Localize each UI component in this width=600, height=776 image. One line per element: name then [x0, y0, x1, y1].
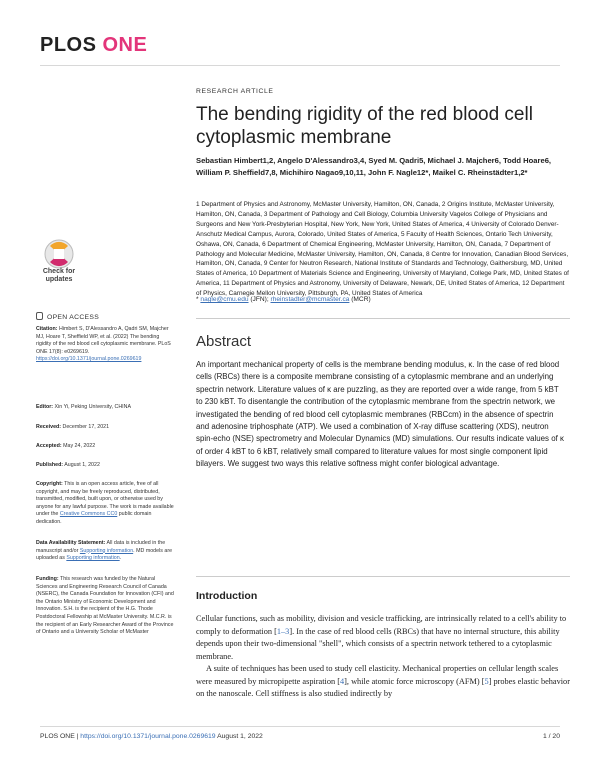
logo-one: ONE	[102, 34, 148, 56]
badge-line-2: updates	[45, 276, 73, 283]
accepted-label: Accepted:	[36, 443, 62, 449]
abstract-text: An important mechanical property of cells is the membrane bending modulus, κ. In the case of red blood cells (RBCs) there is a composite membrane consisting of a cytoplasmic membrane and an underlying spectrin network. Literature values of κ are puzzling, as they are reported over a wide range, from 5 kBT to 230 kBT. To disentangle the contribution of the cytoplasmic membrane from the spectrin network, we investigated the bending of red blood cell cytoplasmic membranes (RBCcm) in the absence of spectrin and adenosine triphosphate (ATP). We used a combination of X-ray diffuse scattering (XDS), neutron spin-echo (NSE) spectrometry and Molecular Dynamics (MD) simulations. Our results indicate values of κ of order 4 kBT to 6 kBT, relatively small compared to literature values for most single component lipid bilayers. We suggest two ways this relative softness might confer biological advantage.	[196, 360, 564, 469]
check-for-updates-label[interactable]	[36, 268, 82, 284]
footer-date: August 1, 2022	[215, 733, 263, 740]
cc0-link[interactable]: Creative Commons CC0	[59, 511, 118, 518]
copyright-block	[36, 481, 176, 527]
editor-label: Editor:	[36, 404, 54, 410]
reference-link[interactable]: 5	[484, 676, 489, 686]
divider	[196, 318, 570, 319]
open-access-label	[36, 312, 99, 321]
received-label: Received:	[36, 424, 62, 430]
citation-block	[36, 326, 176, 364]
email-link-nagle[interactable]: nagle@cmu.edu	[200, 296, 249, 303]
copyright-label: Copyright:	[36, 481, 63, 487]
corresponding-authors	[196, 296, 570, 303]
corr-mid: (JFN);	[248, 296, 271, 303]
published-label: Published:	[36, 462, 64, 468]
citation-doi-link[interactable]: https://doi.org/10.1371/journal.pone.0269619	[36, 356, 142, 363]
open-access-text: OPEN ACCESS	[47, 314, 100, 321]
accepted-block	[36, 443, 176, 451]
abstract-heading: Abstract	[196, 333, 252, 350]
intro-p2-text-2: ], while atomic force microscopy (AFM) [	[344, 676, 485, 686]
corr-star: *	[196, 296, 201, 303]
check-for-updates-icon[interactable]	[36, 236, 82, 294]
intro-paragraph-2	[196, 663, 570, 701]
received-text: December 17, 2021	[61, 424, 110, 430]
editor-text: Xin Yi, Peking University, CHINA	[53, 404, 131, 410]
data-availability-text-2: . MD models are uploaded as	[36, 547, 173, 562]
introduction-body	[196, 613, 570, 701]
funding-label: Funding:	[36, 576, 59, 582]
published-block	[36, 462, 176, 470]
editor-block	[36, 404, 176, 412]
supporting-info-link-2[interactable]: Supporting information	[66, 555, 120, 562]
introduction-heading: Introduction	[196, 590, 258, 602]
header-divider	[40, 65, 560, 66]
footer-divider	[40, 726, 560, 727]
published-text: August 1, 2022	[63, 462, 100, 468]
intro-p1-text-2: ]. In the case of red blood cells (RBCs) that have no internal structure, this ability depends upon their two-dimensional "shell", which consists of a spectrin network tethered to a cytoplasmic membrane.	[196, 626, 560, 661]
affiliations: 1 Department of Physics and Astronomy, McMaster University, Hamilton, ON, Canada, 2 Origins Institute, McMaster University, Hamilton, ON, Canada, 3 Department of Pathology and Cell Biology, Columbia University Vagelos College of Physicians and Surgeons and New York-Presbyterian Hospital, New York, New York, United States of America, 4 University of Colorado Denver-Anschutz Medical Campus, Aurora, Colorado, United States of America, 5 Faculty of Health Sciences, Ontario Tech University, Oshawa, ON, Canada, 6 Department of Chemical Engineering, McMaster University, Hamilton, ON, Canada, 7 Department of Pathology and Molecular Medicine, McMaster University, Hamilton, ON, Canada, 8 Centre for Innovation, Canadian Blood Services, Hamilton, ON, Canada, 9 Center for Neutron Research, National Institute of Standards and Technology, Gaithersburg, MD, United States of America, 10 Department of Materials Science and Engineering, University of Maryland, College Park, MD, United States of America, 11 Department of Physics and Astronomy, University of Delaware, Newark, DE, United States of America, 12 Department of Physics, Carnegie Mellon University, Pittsburgh, PA, United States of America	[196, 201, 569, 298]
intro-p2-text-3: ] probes elastic behavior on the nanoscale. Cell stiffness is also studied indirectly by	[196, 676, 570, 698]
accepted-text: May 24, 2022	[61, 443, 96, 449]
badge-line-1: Check for	[42, 268, 76, 275]
data-availability-label: Data Availability Statement:	[36, 540, 106, 546]
funding-text: This research was funded by the Natural Sciences and Engineering Research Council of Canada (NSERC), the Canada Foundation for Innovation (CFI) and the Ontario Ministry of Economic Development and Innovation. S.H. is the recipient of the H.G. Thode Postdoctoral Fellowship at McMaster University. M.C.R. is the recipient of an Early Researcher Award of the Province of Ontario and a University Scholar of McMaster	[36, 576, 174, 636]
page-number: 1 / 20	[542, 733, 560, 740]
article-title: The bending rigidity of the red blood cell cytoplasmic membrane	[196, 104, 533, 148]
footer-journal: PLOS ONE |	[40, 733, 81, 740]
author-list: Sebastian Himbert1,2, Angelo D'Alessandro3,4, Syed M. Qadri5, Michael J. Majcher6, Todd Hoare6, William P. Sheffield7,8, Michihiro Nagao9,10,11, John F. Nagle12*, Maikel C. Rheinstädter1,2*	[196, 156, 552, 177]
footer	[40, 733, 263, 740]
received-block	[36, 424, 176, 432]
data-availability-block	[36, 540, 176, 563]
copyright-text: This is an open access article, free of all copyright, and may be freely reproduced, distributed, transmitted, modified, built upon, or otherwise used by anyone for any lawful purpose. The work is made available under the	[36, 481, 174, 518]
divider	[196, 576, 570, 577]
corr-end: (MCR)	[349, 296, 371, 303]
intro-p1-text: Cellular functions, such as mobility, division and vesicle trafficking, are intrinsically related to a cell's ability to comply to deformation [	[196, 614, 567, 636]
intro-p2-text: A suite of techniques has been used to study cell elasticity. Mechanical properties on cellular length scales were measured by micropipette aspiration [	[196, 664, 559, 686]
citation-text: Himbert S, D'Alessandro A, Qadri SM, Majcher MJ, Hoare T, Sheffield WP, et al. (2022) The bending rigidity of the red blood cell cytoplasmic membrane. PLoS ONE 17(8): e0269619.	[36, 326, 171, 355]
copyright-end: public domain dedication.	[36, 511, 152, 525]
article-type-label: RESEARCH ARTICLE	[196, 88, 274, 95]
journal-logo	[40, 34, 147, 57]
reference-link[interactable]: 1–3	[276, 626, 290, 636]
supporting-info-link-1[interactable]: Supporting information	[79, 547, 134, 554]
reference-link[interactable]: 4	[340, 676, 345, 686]
data-availability-end: .	[119, 555, 122, 562]
data-availability-text: All data is included in the manuscript and/or	[36, 540, 166, 554]
open-lock-icon	[36, 312, 43, 320]
funding-block	[36, 576, 176, 637]
intro-paragraph-1	[196, 613, 570, 663]
footer-doi-link[interactable]: https://doi.org/10.1371/journal.pone.0269619	[80, 733, 216, 740]
citation-label: Citation:	[36, 326, 58, 332]
email-link-rheinstadter[interactable]: rheinstadter@mcmaster.ca	[270, 296, 350, 303]
logo-plos: PLOS	[40, 34, 97, 56]
